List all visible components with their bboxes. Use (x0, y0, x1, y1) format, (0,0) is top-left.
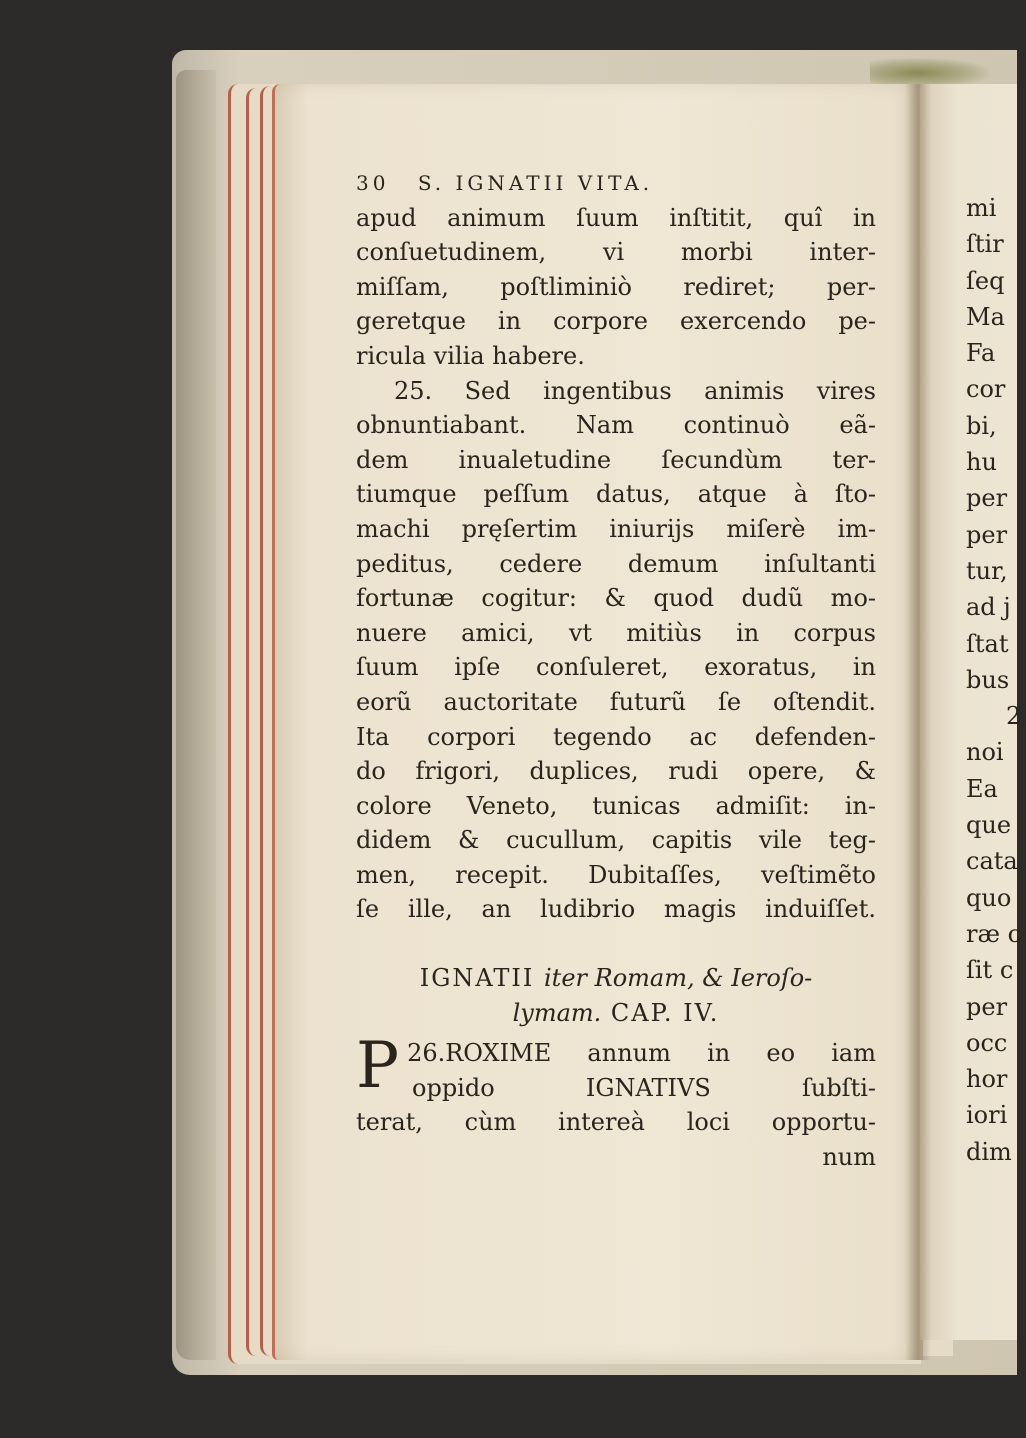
text-line: eorũ auctoritate futurũ ſe oſtendit. (356, 687, 876, 716)
chapter-number: CAP. IV. (610, 998, 720, 1027)
text-line: obnuntiabant. Nam continuò eã- (356, 411, 876, 440)
text-line: apud animum ſuum inſtitit, quî in (356, 203, 876, 232)
page-number: 30 (356, 171, 390, 195)
chapter-title-italic: iter Romam, & Ieroſo- (544, 964, 813, 993)
gutter-shadow (905, 84, 931, 1360)
text-fragment: ſtat (966, 629, 1009, 658)
text-fragment: cata (966, 847, 1018, 876)
text-fragment: 2 (1006, 702, 1022, 731)
paragraph-3 (356, 1029, 876, 1174)
chapter-heading-line-2 (356, 996, 876, 1031)
text-fragment: ſit c (966, 956, 1014, 985)
text-line: do frigori, duplices, rudi opere, & (356, 757, 876, 786)
drop-cap: P (356, 1029, 400, 1104)
right-page-text (966, 190, 1026, 1170)
text-fragment: hu (966, 448, 997, 477)
text-line: oppido IGNATIVS ſubſti- (412, 1073, 876, 1102)
spacer (356, 927, 876, 961)
text-span: ROXIME annum in eo iam (445, 1039, 876, 1068)
paragraph-2 (356, 374, 876, 928)
chapter-name: IGNATII (419, 964, 535, 993)
text-fragment: bus (966, 665, 1010, 694)
text-line: Ita corpori tegendo ac defenden- (356, 722, 876, 751)
text-fragment: que (966, 811, 1012, 840)
text-fragment: per (966, 484, 1008, 513)
text-fragment: hor (966, 1065, 1008, 1094)
text-line: ſe ille, an ludibrio magis induiſſet. (356, 895, 876, 924)
text-line: fortunæ cogitur: & quod dudũ mo- (356, 584, 876, 613)
text-line: tiumque peſſum datus, atque à ſto- (356, 480, 876, 509)
text-line: conſuetudinem, vi morbi inter- (356, 238, 876, 267)
text-fragment: per (966, 520, 1008, 549)
text-line: ſuum ipſe conſuleret, exoratus, in (356, 653, 876, 682)
text-fragment: per (966, 992, 1008, 1021)
text-line: didem & cucullum, capitis vile teg- (356, 826, 876, 855)
text-line: colore Veneto, tunicas admiſit: in- (356, 791, 876, 820)
text-line: geretque in corpore exercendo pe- (356, 307, 876, 336)
text-line: ricula vilia habere. (356, 341, 585, 370)
text-fragment: ræ c (966, 919, 1022, 948)
text-fragment: ad j (966, 593, 1011, 622)
text-fragment: mi (966, 194, 997, 222)
text-fragment: quo (966, 883, 1012, 912)
text-line: terat, cùm intereà loci opportu- (356, 1108, 876, 1137)
book-spine (176, 70, 216, 1360)
chapter-title-italic: lymam. (512, 998, 602, 1027)
running-head (356, 166, 876, 201)
text-fragment: ſeq (966, 266, 1005, 295)
text-line: dem inualetudine ſecundùm ter- (356, 445, 876, 474)
chapter-heading-line-1 (356, 961, 876, 996)
text-fragment: ſtir (966, 230, 1004, 259)
running-title: S. IGNATII VITA. (417, 171, 654, 195)
text-fragment: dim (966, 1137, 1012, 1166)
paragraph-1 (356, 201, 876, 374)
text-line: machi pręſertim iniurijs miſerè im- (356, 514, 876, 543)
catchword: num (822, 1143, 876, 1172)
text-fragment: iori (966, 1101, 1008, 1130)
text-fragment: Fa (966, 339, 996, 368)
paragraph-number: 26. (407, 1039, 446, 1068)
text-fragment: noi (966, 738, 1004, 767)
text-fragment: Ea (966, 774, 998, 803)
text-line: peditus, cedere demum inſultanti (356, 549, 876, 578)
chapter-heading (356, 961, 876, 1030)
text-fragment: cor (966, 375, 1006, 404)
text-fragment: Ma (966, 302, 1005, 331)
text-line: nuere amici, vt mitiùs in corpus (356, 618, 876, 647)
text-fragment: occ (966, 1028, 1008, 1057)
text-fragment: bi, (966, 411, 997, 440)
text-fragment: tur, (966, 556, 1008, 585)
text-line: miſſam, poſtliminiò rediret; per- (356, 272, 876, 301)
text-line: 25. Sed ingentibus animis vires (394, 376, 876, 405)
left-page-text (356, 166, 876, 1175)
text-line: men, recepit. Dubitaſſes, veſtimẽto (356, 860, 876, 889)
